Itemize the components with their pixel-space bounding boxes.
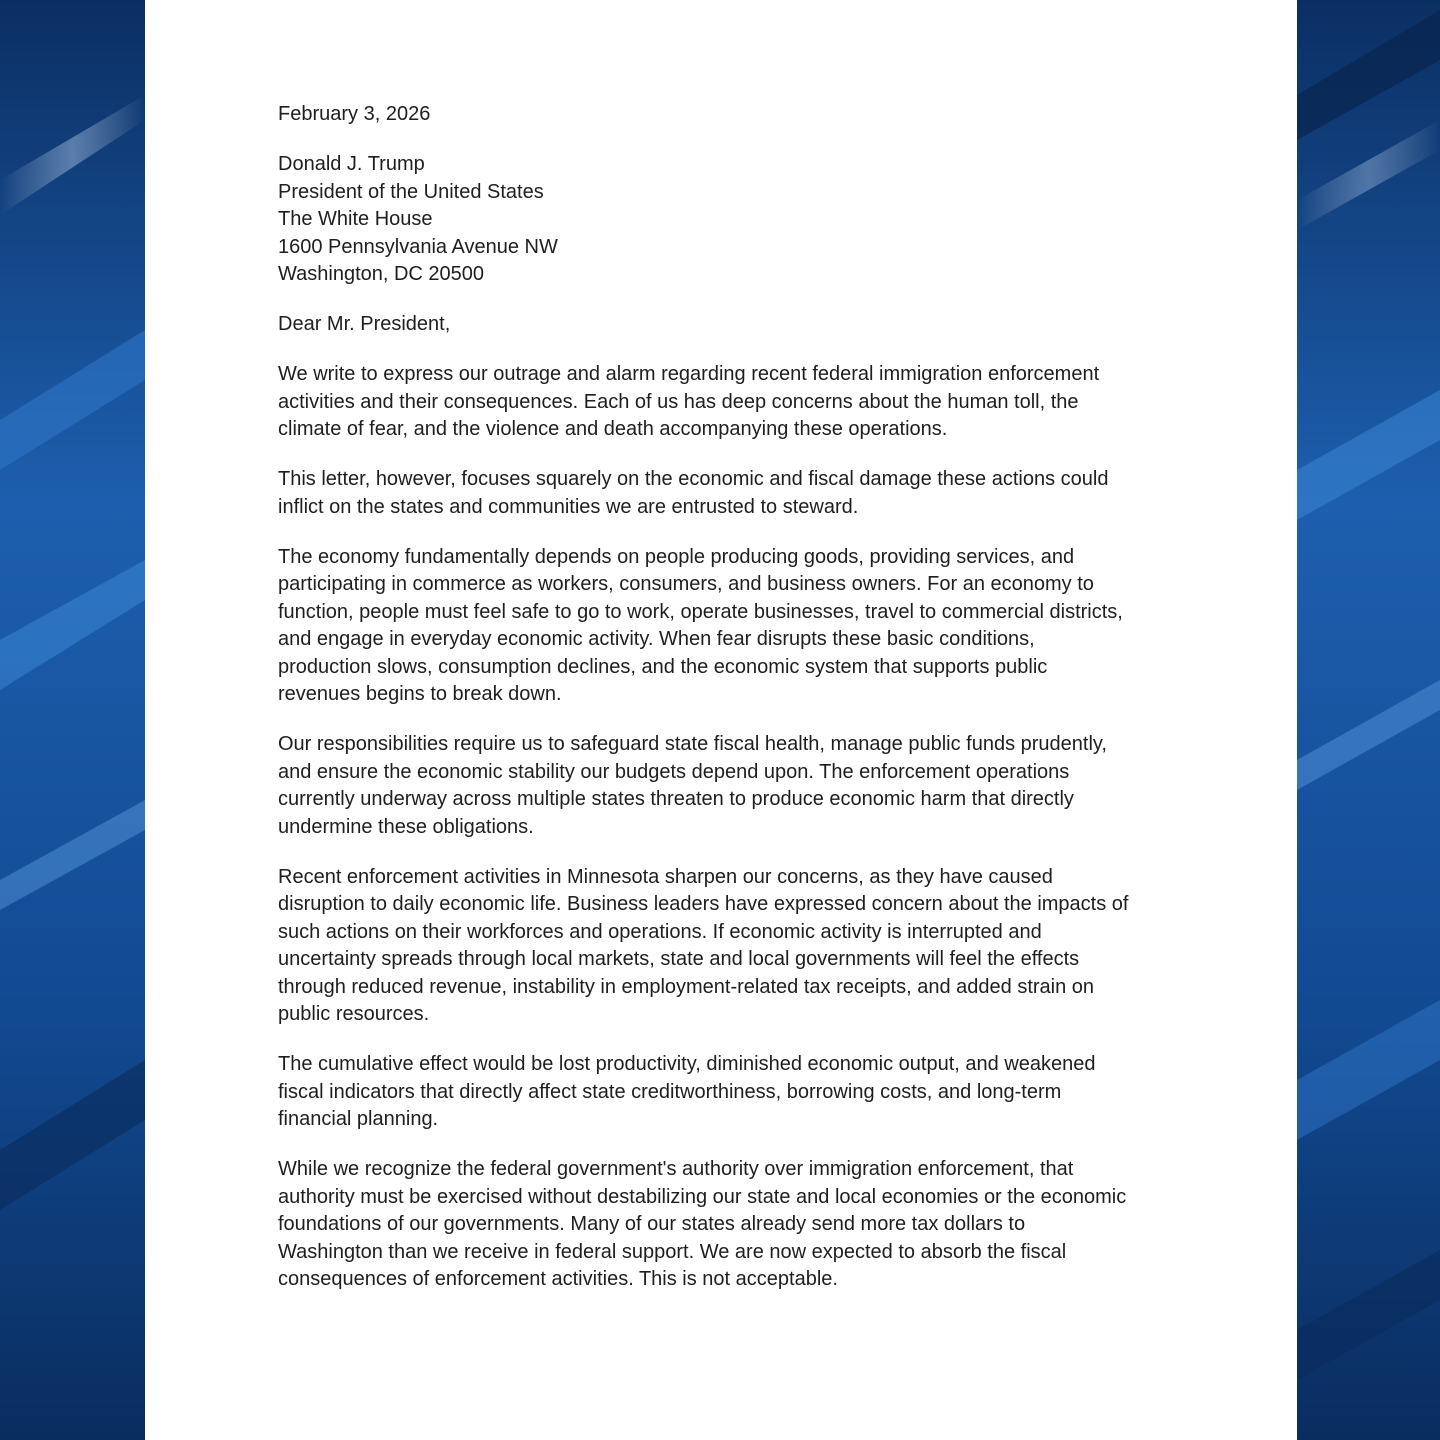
text-line: and ensure the economic stability our budgets depend upon. The enforcement operations [278, 760, 1070, 783]
paragraph-4 [278, 731, 1178, 841]
recipient-name: Donald J. Trump [278, 153, 425, 175]
text-line: revenues begins to break down. [278, 683, 562, 705]
text-line: foundations of our governments. Many of our states already send more tax dollars to [278, 1213, 1026, 1235]
salutation [278, 311, 1178, 339]
text-line: We write to express our outrage and alarm regarding recent federal immigration enforcement [278, 363, 1100, 385]
text-line: consequences of enforcement activities. This is not acceptable. [278, 1268, 838, 1290]
text-line: financial planning. [278, 1108, 439, 1130]
text-line: inflict on the states and communities we are entrusted to steward. [278, 495, 859, 518]
salutation-line: Dear Mr. President, [278, 313, 451, 335]
text-line: fiscal indicators that directly affect state creditworthiness, borrowing costs, and long-term [278, 1080, 1062, 1103]
text-line: currently underway across multiple states threaten to produce economic harm that directly [278, 788, 1074, 810]
text-line: The economy fundamentally depends on people producing goods, providing services, and [278, 545, 1075, 568]
recipient-office: The White House [278, 208, 433, 230]
text-line: production slows, consumption declines, and the economic system that supports public [278, 655, 1048, 678]
paragraph-5 [278, 864, 1178, 1029]
text-line: Washington than we receive in federal support. We are now expected to absorb the fiscal [278, 1240, 1067, 1263]
letter-date [278, 101, 1178, 129]
recipient-city: Washington, DC 20500 [278, 263, 485, 285]
recipient-title: President of the United States [278, 180, 544, 203]
text-line: This letter, however, focuses squarely on the economic and fiscal damage these actions could [278, 468, 1109, 490]
text-line: While we recognize the federal government's authority over immigration enforcement, that [278, 1158, 1074, 1180]
text-line: uncertainty spreads through local markets, state and local governments will feel the effects [278, 948, 1080, 970]
paragraph-6 [278, 1051, 1178, 1134]
paragraph-1 [278, 361, 1178, 444]
text-line: such actions on their workforces and operations. If economic activity is interrupted and [278, 920, 1042, 943]
recipient-street: 1600 Pennsylvania Avenue NW [278, 235, 558, 258]
text-line: function, people must feel safe to go to work, operate businesses, travel to commercial districts, [278, 600, 1123, 623]
text-line: The cumulative effect would be lost productivity, diminished economic output, and weakened [278, 1053, 1096, 1075]
text-line: authority must be exercised without destabilizing our state and local economies or the economic [278, 1185, 1127, 1208]
text-line: disruption to daily economic life. Business leaders have expressed concern about the impacts of [278, 893, 1129, 915]
date-line: February 3, 2026 [278, 103, 431, 125]
text-line: public resources. [278, 1003, 430, 1025]
paragraph-7 [278, 1156, 1178, 1294]
text-line: undermine these obligations. [278, 815, 534, 838]
text-line: through reduced revenue, instability in employment-related tax receipts, and added strain on [278, 975, 1095, 998]
paragraph-2 [278, 466, 1178, 521]
text-line: Recent enforcement activities in Minnesota sharpen our concerns, as they have caused [278, 865, 1053, 888]
letter-page [145, 0, 1297, 1440]
letter-body [278, 101, 1178, 1294]
paragraph-3 [278, 544, 1178, 709]
text-line: climate of fear, and the violence and death accompanying these operations. [278, 418, 948, 440]
text-line: participating in commerce as workers, consumers, and business owners. For an economy to [278, 573, 1094, 595]
recipient-address [278, 151, 1178, 289]
text-line: Our responsibilities require us to safeguard state fiscal health, manage public funds prudently, [278, 733, 1107, 755]
text-line: and engage in everyday economic activity. When fear disrupts these basic conditions, [278, 628, 1035, 650]
text-line: activities and their consequences. Each of us has deep concerns about the human toll, the [278, 390, 1079, 413]
